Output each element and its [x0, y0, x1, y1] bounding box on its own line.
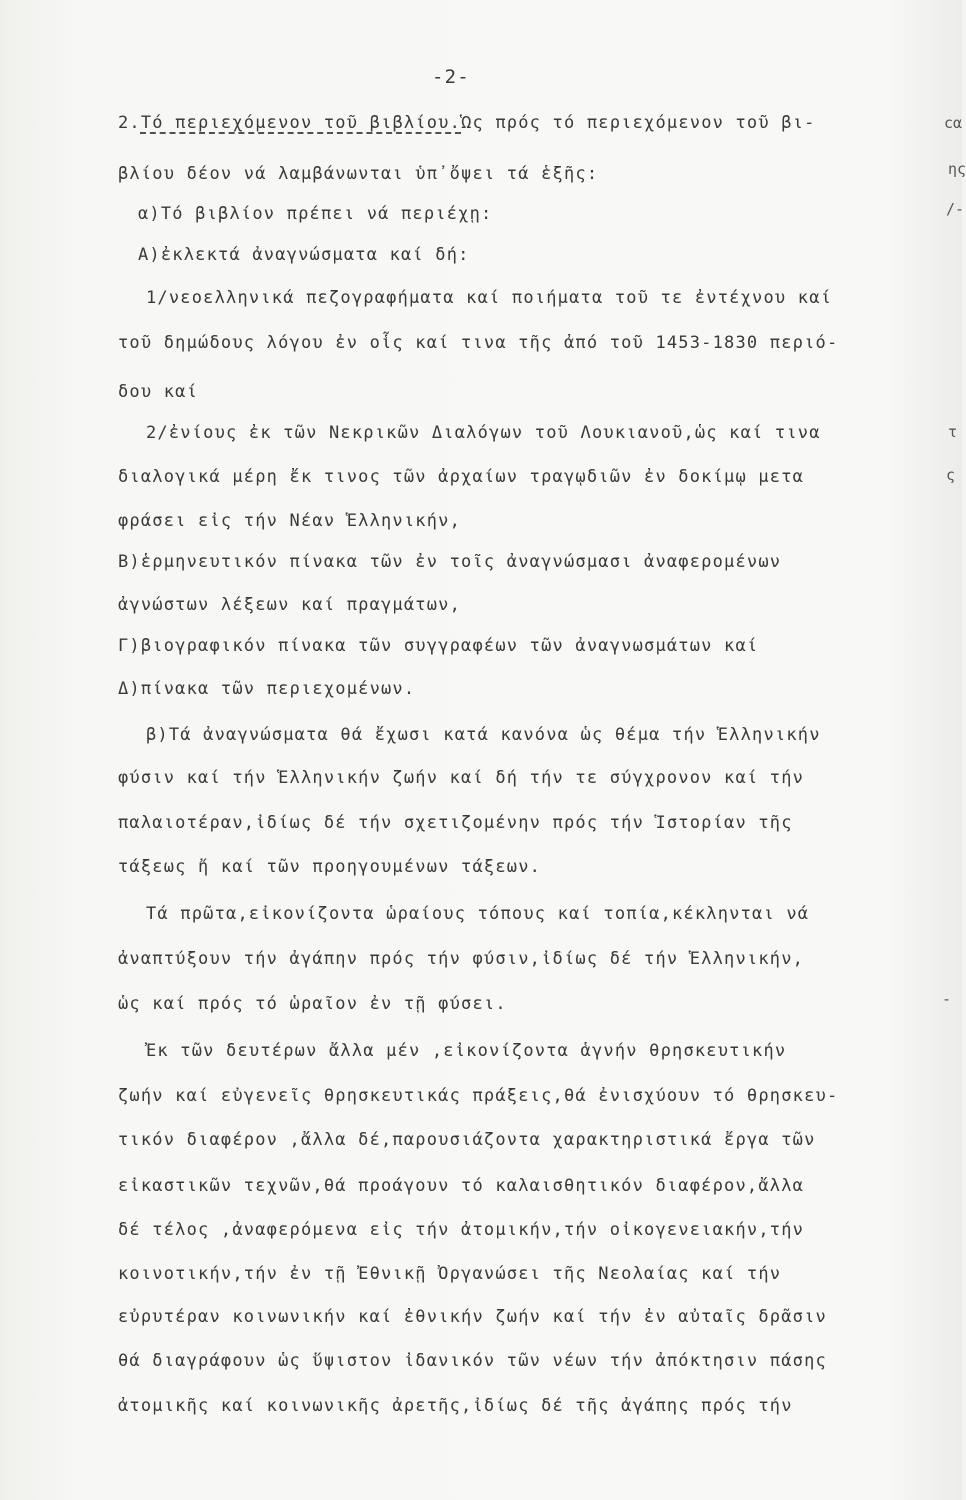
text-line: ἀγνώστων λέξεων καί πραγμάτων, — [118, 595, 462, 615]
text-line: α)Τό βιβλίον πρέπει νά περιέχῃ: — [138, 204, 493, 224]
margin-mark: /- — [946, 200, 965, 218]
text-line: εἰκαστικῶν τεχνῶν,θά προάγουν τό καλαισθητικόν διαφέρον,ἄλλα — [118, 1176, 805, 1196]
text-line: β)Τά ἀναγνώσματα θά ἔχωσι κατά κανόνα ὡς θέμα τήν Ἑλληνικήν — [146, 725, 821, 745]
text-line: Β)ἑρμηνευτικόν πίνακα τῶν ἐν τοῖς ἀναγνώσμασι ἀναφερομένων — [118, 552, 782, 572]
margin-mark: ης — [948, 160, 966, 178]
margin-mark: ς — [946, 466, 956, 484]
text-line: Δ)πίνακα τῶν περιεχομένων. — [118, 679, 416, 699]
text-line: τοῦ δημώδους λόγου ἐν οἷς καί τινα τῆς ἀπό τοῦ 1453-1830 περιό- — [118, 333, 839, 353]
text-line: φράσει εἰς τήν Νέαν Ἑλληνικήν, — [118, 511, 462, 531]
text-line: τικόν διαφέρον ,ἄλλα δέ,παρουσιάζοντα χαρακτηριστικά ἔργα τῶν — [118, 1130, 816, 1150]
text-line: Ἐκ τῶν δευτέρων ἄλλα μέν ,εἰκονίζοντα ἁγνήν θρησκευτικήν — [146, 1041, 787, 1061]
text-line: τάξεως ἤ καί τῶν προηγουμένων τάξεων. — [118, 857, 542, 877]
text-line: ἀτομικῆς καί κοινωνικῆς ἀρετῆς,ἰδίως δέ τῆς ἀγάπης πρός τήν — [118, 1396, 793, 1416]
text-line: δου καί — [118, 382, 199, 402]
text-line: βλίου δέον νά λαμβάνωνται ὑπ᾽ὄψει τά ἑξῆς: — [118, 164, 599, 184]
text-line: ὡς καί πρός τό ὡραῖον ἐν τῇ φύσει. — [118, 994, 507, 1014]
text-line: κοινοτικήν,τήν ἐν τῇ Ἐθνικῇ Ὀργανώσει τῆς Νεολαίας καί τήν — [118, 1264, 782, 1284]
section-number: 2. — [118, 113, 141, 133]
text-line: θά διαγράφουν ὡς ὕψιστον ἰδανικόν τῶν νέων τήν ἀπόκτησιν πάσης — [118, 1351, 827, 1371]
text-line: διαλογικά μέρη ἔκ τινος τῶν ἀρχαίων τραγῳδιῶν ἐν δοκίμῳ μετα — [118, 467, 805, 487]
margin-mark: τ — [948, 423, 958, 441]
text-line: Ὡς πρός τό περιεχόμενον τοῦ βι- — [461, 113, 816, 133]
section-heading-line — [118, 112, 816, 134]
text-line: Τά πρῶτα,εἰκονίζοντα ὡραίους τόπους καί τοπία,κέκληνται νά — [146, 904, 810, 924]
text-line: ἀναπτύξουν τήν ἀγάπην πρός τήν φύσιν,ἰδίως δέ τήν Ἑλληνικήν, — [118, 949, 805, 969]
text-line: Α)ἐκλεκτά ἀναγνώσματα καί δή: — [138, 245, 470, 265]
text-line: εὐρυτέραν κοινωνικήν καί ἐθνικήν ζωήν καί τήν ἐν αὐταῖς δρᾶσιν — [118, 1307, 827, 1327]
text-line: Γ)βιογραφικόν πίνακα τῶν συγγραφέων τῶν ἀναγνωσμάτων καί — [118, 636, 759, 656]
text-line: 1/νεοελληνικά πεζογραφήματα καί ποιήματα τοῦ τε ἐντέχνου καί — [146, 288, 833, 308]
text-line: φύσιν καί τήν Ἑλληνικήν ζωήν καί δή τήν τε σύγχρονον καί τήν — [118, 768, 805, 788]
margin-mark: cα — [944, 114, 963, 132]
margin-mark: - — [942, 990, 952, 1008]
text-line: παλαιοτέραν,ἰδίως δέ τήν σχετιζομένην πρός τήν Ἱστορίαν τῆς — [118, 813, 793, 833]
text-line: δέ τέλος ,ἀναφερόμενα εἰς τήν ἀτομικήν,τήν οἰκογενειακήν,τήν — [118, 1220, 805, 1240]
section-heading: Τό περιεχόμενον τοῦ βιβλίου. — [140, 113, 462, 133]
text-line: 2/ἐνίους ἐκ τῶν Νεκρικῶν Διαλόγων τοῦ Λουκιανοῦ,ὡς καί τινα — [146, 423, 821, 443]
page-number: -2- — [432, 66, 470, 88]
text-line: ζωήν καί εὐγενεῖς θρησκευτικάς πράξεις,θά ἐνισχύουν τό θρησκευ- — [118, 1086, 839, 1106]
